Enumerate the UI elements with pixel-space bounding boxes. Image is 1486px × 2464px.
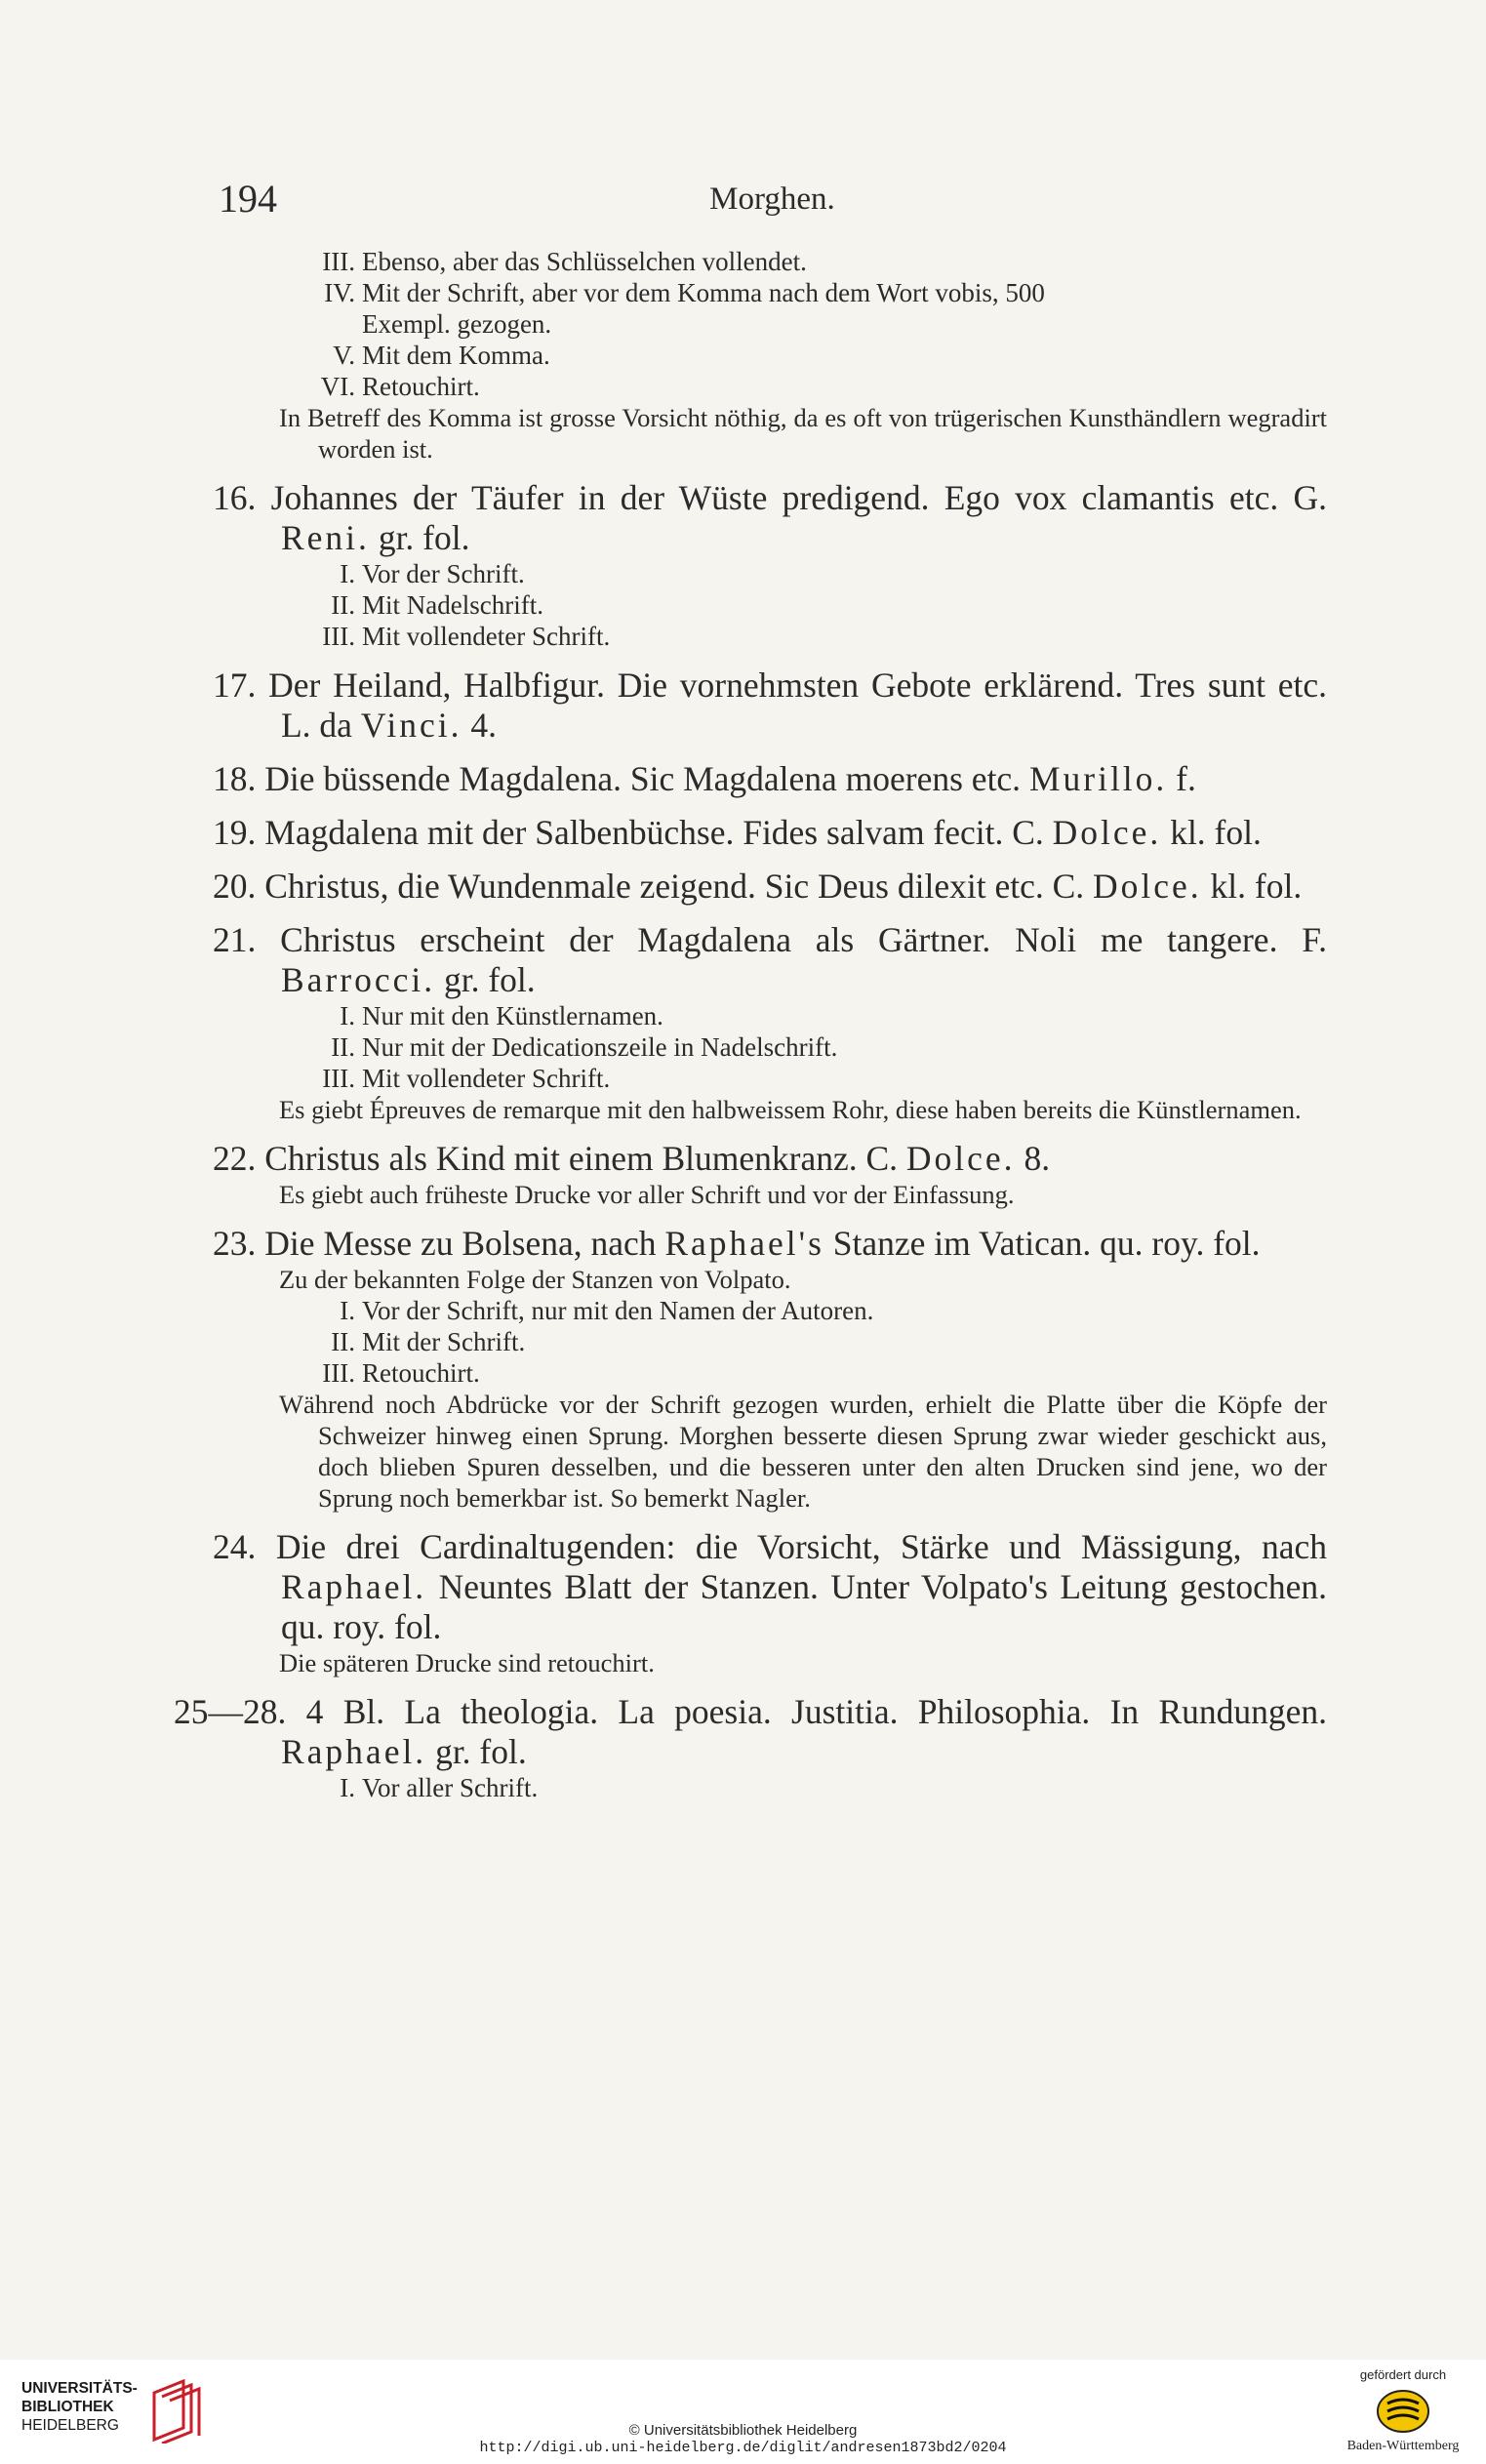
state-line: I. Vor der Schrift, nur mit den Namen der Autoren. <box>340 1296 874 1325</box>
note: Es giebt Épreuves de remarque mit den halbweissem Rohr, diese haben bereits die Künstlernamen. <box>279 1095 1302 1124</box>
state-line: III. Ebenso, aber das Schlüsselchen vollendet. <box>322 247 807 276</box>
note: Zu der bekannten Folge der Stanzen von Volpato. <box>279 1265 791 1294</box>
catalogue-entry: 21. Christus erscheint der Magdalena als Gärtner. Noli me tangere. F. Barrocci. gr. fol. <box>213 920 1327 999</box>
state-line: III. Mit vollendeter Schrift. <box>322 1064 611 1093</box>
artist-name: Raphael. <box>281 1732 427 1771</box>
running-header <box>215 176 1330 224</box>
state-coat-of-arms-icon <box>1374 2388 1432 2435</box>
viewer-footer <box>0 2360 1486 2464</box>
catalogue-entry: 19. Magdalena mit der Salbenbüchse. Fides salvam fecit. C. Dolce. kl. fol. <box>213 813 1262 852</box>
catalogue-entry: 20. Christus, die Wundenmale zeigend. Sic Deus dilexit etc. C. Dolce. kl. fol. <box>213 867 1303 906</box>
note: Es giebt auch früheste Drucke vor aller Schrift und vor der Einfassung. <box>279 1180 1015 1209</box>
state-line: V. Mit dem Komma. <box>333 341 550 370</box>
state-line: I. Vor der Schrift. <box>340 559 525 588</box>
state-line: II. Mit Nadelschrift. <box>331 590 543 620</box>
artist-name: Raphael. <box>281 1567 427 1606</box>
state-line: III. Mit vollendeter Schrift. <box>322 622 611 651</box>
artist-name: Vinci. <box>360 706 462 745</box>
state-line: III. Retouchirt. <box>322 1358 480 1388</box>
funded-by-label: gefördert durch <box>1359 2367 1447 2382</box>
note: Während noch Abdrücke vor der Schrift gezogen wurden, erhielt die Platte über die Köpfe der Schweizer hinweg einen Sprung. Morghen besserte diesen Sprung zwar wieder geschickt aus, doch blieben Spuren desselben, und die besseren unter den alten Drucken sind jene, wo der Sprung noch bemerkbar ist. So bemerkt Nagler. <box>279 1390 1327 1513</box>
funder-block <box>1340 2367 1466 2454</box>
artist-name: Dolce. <box>1052 813 1162 852</box>
funder-name: Baden-Württemberg <box>1346 2439 1460 2453</box>
artist-name: Dolce. <box>905 1139 1016 1178</box>
running-title: Morghen. <box>709 182 835 217</box>
copyright-text: © Universitätsbibliothek Heidelberg <box>628 2422 858 2439</box>
state-line: II. Mit der Schrift. <box>331 1327 526 1356</box>
catalogue-entry: 24. Die drei Cardinaltugenden: die Vorsicht, Stärke und Mässigung, nach Raphael. Neuntes Blatt der Stanzen. Unter Volpato's Leitung gestochen. qu. roy. fol. <box>213 1527 1327 1646</box>
library-name-line2: BIBLIOTHEK <box>21 2399 114 2415</box>
state-line: VI. Retouchirt. <box>320 372 480 401</box>
library-name-line1: UNIVERSITÄTS- <box>21 2380 138 2397</box>
artist-name: Reni. <box>281 518 370 557</box>
page-number: 194 <box>219 177 277 221</box>
state-line: II. Nur mit der Dedicationszeile in Nadelschrift. <box>331 1032 838 1062</box>
permalink[interactable]: http://digi.ub.uni-heidelberg.de/diglit/andresen1873bd2/0204 <box>479 2440 1007 2456</box>
copyright-block <box>0 2422 1486 2457</box>
library-name-line3: HEIDELBERG <box>21 2417 119 2434</box>
artist-name: Raphael's <box>664 1224 824 1263</box>
state-line: IV. Mit der Schrift, aber vor dem Komma nach dem Wort vobis, 500 <box>324 278 1045 307</box>
catalogue-entry: 25—28. 4 Bl. La theologia. La poesia. Justitia. Philosophia. In Rundungen. Raphael. gr. fol. <box>174 1692 1327 1771</box>
artist-name: Murillo. <box>1028 759 1168 798</box>
note: In Betreff des Komma ist grosse Vorsicht nöthig, da es oft von trügerischen Kunsthändlern wegradirt worden ist. <box>279 403 1327 464</box>
page-body <box>174 246 1327 1803</box>
state-line: I. Nur mit den Künstlernamen. <box>340 1001 663 1030</box>
catalogue-entry: 23. Die Messe zu Bolsena, nach Raphael's Stanze im Vatican. qu. roy. fol. <box>213 1224 1261 1263</box>
state-line-continued: Exempl. gezogen. <box>362 309 552 339</box>
artist-name: Dolce. <box>1093 867 1202 906</box>
catalogue-entry: 22. Christus als Kind mit einem Blumenkranz. C. Dolce. 8. <box>213 1139 1051 1178</box>
catalogue-entry: 17. Der Heiland, Halbfigur. Die vornehmsten Gebote erklärend. Tres sunt etc. L. da Vinci. 4. <box>213 666 1327 745</box>
state-line: I. Vor aller Schrift. <box>340 1773 539 1802</box>
catalogue-entry: 16. Johannes der Täufer in der Wüste predigend. Ego vox clamantis etc. G. Reni. gr. fol. <box>213 478 1327 557</box>
catalogue-entry: 18. Die büssende Magdalena. Sic Magdalena moerens etc. Murillo. f. <box>213 759 1196 798</box>
artist-name: Barrocci. <box>281 960 436 999</box>
note: Die späteren Drucke sind retouchirt. <box>279 1648 655 1677</box>
